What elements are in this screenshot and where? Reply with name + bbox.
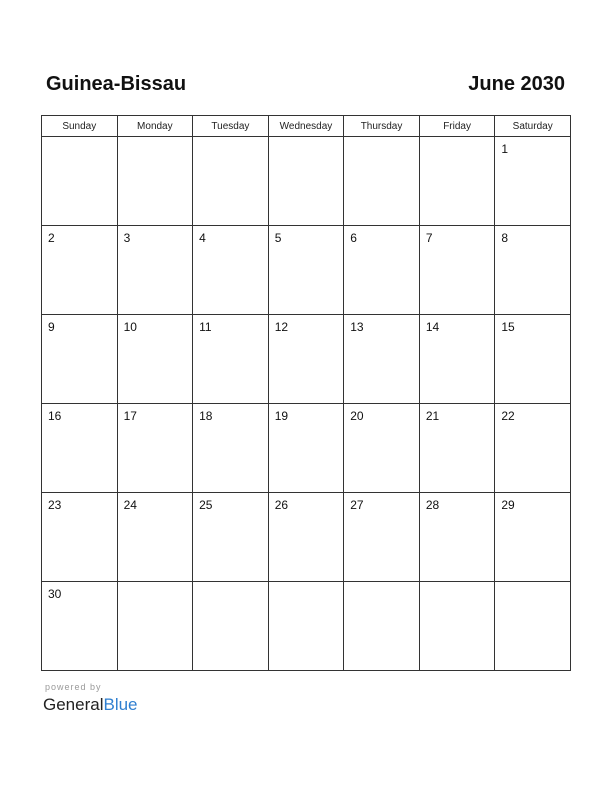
day-cell bbox=[419, 137, 495, 226]
week-row-4 bbox=[42, 404, 571, 493]
day-number: 22 bbox=[501, 409, 515, 423]
day-cell bbox=[268, 315, 344, 404]
day-cell bbox=[193, 137, 269, 226]
day-cell bbox=[117, 315, 193, 404]
day-number bbox=[269, 582, 344, 587]
weekday-header-row bbox=[42, 116, 571, 137]
day-number: 16 bbox=[48, 409, 62, 423]
day-number: 10 bbox=[123, 320, 137, 334]
day-cell bbox=[495, 582, 571, 671]
powered-by-label: powered by bbox=[45, 682, 102, 692]
day-number: 26 bbox=[274, 498, 289, 512]
day-number bbox=[495, 582, 570, 587]
day-cell bbox=[42, 315, 118, 404]
weekday-thursday: Thursday bbox=[344, 116, 420, 137]
day-number: 12 bbox=[274, 320, 289, 334]
day-cell bbox=[117, 226, 193, 315]
weekday-tuesday: Tuesday bbox=[193, 116, 269, 137]
day-cell bbox=[344, 493, 420, 582]
day-cell bbox=[268, 137, 344, 226]
day-number bbox=[420, 137, 495, 142]
day-number: 15 bbox=[501, 320, 515, 334]
weekday-monday: Monday bbox=[117, 116, 193, 137]
day-cell bbox=[117, 404, 193, 493]
day-cell bbox=[42, 226, 118, 315]
weekday-saturday: Saturday bbox=[495, 116, 571, 137]
day-cell bbox=[193, 226, 269, 315]
day-cell bbox=[344, 226, 420, 315]
day-number: 2 bbox=[48, 231, 55, 245]
day-cell bbox=[344, 582, 420, 671]
generalblue-logo-link[interactable] bbox=[43, 695, 138, 715]
week-row-3 bbox=[42, 315, 571, 404]
week-row-2 bbox=[42, 226, 571, 315]
day-cell bbox=[419, 404, 495, 493]
day-cell bbox=[193, 315, 269, 404]
day-cell bbox=[117, 137, 193, 226]
footer-branding bbox=[43, 682, 138, 715]
day-cell bbox=[495, 315, 571, 404]
day-number bbox=[193, 137, 268, 142]
weekday-friday: Friday bbox=[419, 116, 495, 137]
weekday-sunday: Sunday bbox=[42, 116, 118, 137]
day-number: 8 bbox=[501, 231, 509, 245]
day-number: 21 bbox=[425, 409, 440, 423]
week-row-1 bbox=[42, 137, 571, 226]
day-cell bbox=[268, 582, 344, 671]
week-row-6 bbox=[42, 582, 571, 671]
day-number bbox=[344, 137, 419, 142]
day-number: 23 bbox=[48, 498, 62, 512]
day-cell bbox=[193, 404, 269, 493]
day-number: 7 bbox=[425, 231, 433, 245]
day-number bbox=[344, 582, 419, 587]
day-cell bbox=[42, 404, 118, 493]
day-cell bbox=[268, 404, 344, 493]
day-cell bbox=[419, 582, 495, 671]
day-number: 6 bbox=[350, 231, 357, 245]
day-cell bbox=[344, 404, 420, 493]
day-number: 9 bbox=[48, 320, 55, 334]
calendar-grid bbox=[41, 115, 571, 671]
day-cell bbox=[495, 493, 571, 582]
day-cell bbox=[419, 315, 495, 404]
day-cell bbox=[42, 493, 118, 582]
day-number: 1 bbox=[501, 142, 509, 156]
logo-text-general: General bbox=[43, 695, 104, 714]
day-cell bbox=[268, 493, 344, 582]
day-number bbox=[42, 137, 117, 142]
day-number: 3 bbox=[123, 231, 131, 245]
day-number: 30 bbox=[48, 587, 62, 601]
day-cell bbox=[193, 582, 269, 671]
day-cell bbox=[344, 137, 420, 226]
day-number: 28 bbox=[425, 498, 440, 512]
day-number bbox=[269, 137, 344, 142]
day-number: 19 bbox=[274, 409, 289, 423]
day-number: 25 bbox=[199, 498, 213, 512]
day-number: 29 bbox=[501, 498, 515, 512]
day-cell bbox=[419, 226, 495, 315]
day-cell bbox=[117, 493, 193, 582]
logo-text-blue: Blue bbox=[103, 695, 138, 714]
day-number: 18 bbox=[199, 409, 213, 423]
day-cell bbox=[268, 226, 344, 315]
day-number: 27 bbox=[350, 498, 364, 512]
day-number bbox=[118, 137, 193, 142]
day-cell bbox=[42, 137, 118, 226]
week-row-5 bbox=[42, 493, 571, 582]
day-number: 14 bbox=[425, 320, 440, 334]
day-number: 4 bbox=[199, 231, 206, 245]
weekday-wednesday: Wednesday bbox=[268, 116, 344, 137]
day-cell bbox=[42, 582, 118, 671]
month-year-title: June 2030 bbox=[468, 73, 565, 95]
country-title: Guinea-Bissau bbox=[46, 73, 187, 95]
day-number: 20 bbox=[350, 409, 364, 423]
day-cell bbox=[495, 226, 571, 315]
day-number bbox=[118, 582, 193, 587]
day-number: 24 bbox=[123, 498, 137, 512]
day-number: 13 bbox=[350, 320, 364, 334]
day-number: 11 bbox=[199, 320, 212, 334]
day-number bbox=[420, 582, 495, 587]
day-cell bbox=[495, 404, 571, 493]
day-cell bbox=[495, 137, 571, 226]
day-cell bbox=[117, 582, 193, 671]
day-cell bbox=[344, 315, 420, 404]
day-number: 17 bbox=[123, 409, 137, 423]
day-number: 5 bbox=[274, 231, 282, 245]
day-cell bbox=[419, 493, 495, 582]
day-number bbox=[193, 582, 268, 587]
day-cell bbox=[193, 493, 269, 582]
